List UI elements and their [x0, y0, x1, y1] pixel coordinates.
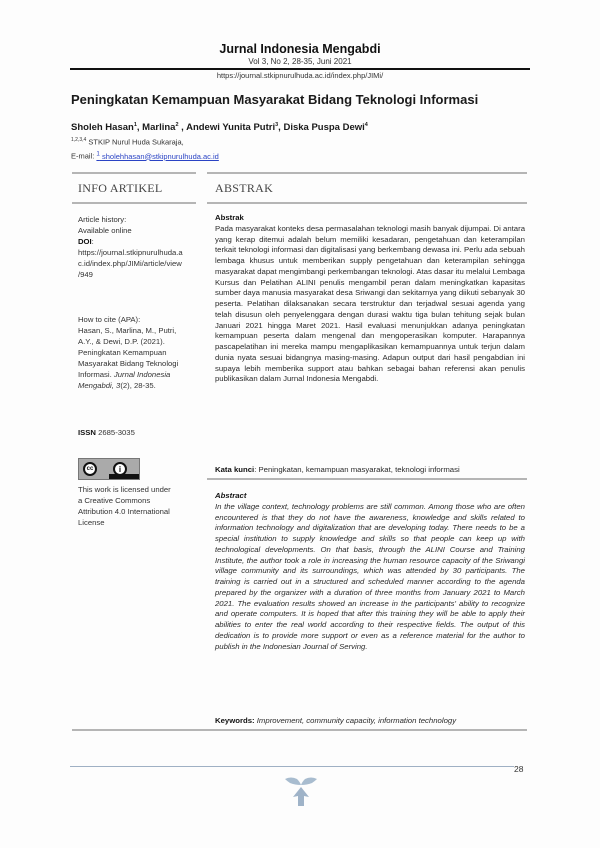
attribution-icon: i	[113, 462, 127, 476]
author-sup: 3	[275, 122, 279, 128]
affiliation-text: STKIP Nurul Huda Sukaraja,	[86, 137, 184, 147]
author: Andewi Yunita Putri	[186, 122, 276, 134]
cc-icon: cc	[83, 462, 97, 476]
abstrak-bottom-rule	[207, 202, 527, 204]
header-rule	[70, 68, 530, 70]
keywords: Keywords: Improvement, community capacity, information technology	[215, 716, 457, 725]
by-strip	[109, 474, 139, 479]
issn	[78, 427, 200, 438]
affiliation	[71, 137, 184, 147]
info-artikel-heading: INFO ARTIKEL	[78, 181, 163, 195]
cite-line: Masyarakat Bidang Teknologi	[78, 359, 179, 368]
article-history	[78, 214, 200, 280]
abstrak-top-rule	[207, 172, 527, 174]
author: Diska Puspa Dewi	[283, 122, 365, 134]
info-bottom-rule	[72, 202, 196, 204]
history-label: Article history:	[78, 215, 127, 224]
journal-volume: Vol 3, No 2, 28-35, Juni 2021	[248, 57, 352, 66]
issn-label: ISSN	[78, 428, 96, 437]
license-text: This work is licensed under a Creative Commons Attribution 4.0 International License	[78, 485, 171, 527]
separator: ,	[136, 122, 143, 134]
how-to-cite	[78, 314, 200, 391]
abstrak-heading: Abstrak	[215, 213, 244, 222]
cite-line: Mengabdi, 3(2), 28-35.	[78, 381, 156, 390]
abstract-bottom-rule	[72, 729, 527, 731]
abstract-heading: Abstract	[215, 491, 247, 500]
journal-title: Jurnal Indonesia Mengabdi	[219, 42, 381, 56]
cite-line: Peningkatan Kemampuan	[78, 348, 167, 357]
author-sup: 2	[175, 122, 179, 128]
cite-line: Hasan, S., Marlina, M., Putri,	[78, 326, 177, 335]
abstrak-block	[215, 213, 525, 385]
doi-label: DOI:	[78, 237, 94, 246]
abstrak-text: Pada masyarakat konteks desa permasalahan teknologi masih banyak dijumpai. Di antara yang kerap ditemui adalah belum memiliki kesadaran, pengetahuan dan keterampilan terkait teknologi informasi dan digitalisasi yang berkembang dewasa ini. Perlu ada sebuah lembaga khusus untuk memberikan supply pengetahuan dan keterampilan sehingga masyarakat dapat mengimbangi perkembangan teknologi. Atas dasar itu melalui Lembaga Kursus dan Pelatihan ALINI penulis mengambil peran dalam meningkatkan kapasitas sumber daya manusia masyarakat desa Sriwangi dan sekitarnya yang diikuti sebanyak 30 peserta. Pelatihan dilaksanakan secara terstruktur dan terjadwal sesuai agenda yang telah disusun oleh penyelenggara dengan durasi waktu tiga bulan tehitung sejak bulan Januari 2021 hingga Maret 2021. Hasil evaluasi menunjukkan adanya peningkatan kemampuan peserta dalam mengenal dan mengoperasikan komputer. Harapannya pascapelatihan ini mereka mampu mengaplikasikan kemampuannya untuk terjun dalam dunia nyata sesuai bidangnya masing-masing. Adapun output dari hasil pengabdian ini supaya lebih memberika support atau bahkan sebagai bahan referensi akan penulis publikasikan dalam Jurnal Indonesia Mengabdi.	[215, 223, 525, 384]
author-list	[71, 122, 368, 133]
author-sup: 4	[364, 122, 368, 128]
article-title: Peningkatan Kemampuan Masyarakat Bidang Teknologi Informasi	[71, 92, 479, 107]
bird-logo-icon	[283, 775, 319, 809]
author: Sholeh Hasan	[71, 122, 134, 134]
separator: ,	[178, 122, 187, 134]
cite-label: How to cite (APA):	[78, 315, 141, 324]
doi-link[interactable]: https://journal.stkipnurulhuda.a c.id/index.php/JIMi/article/view /949	[78, 248, 183, 279]
abstrak-section-heading: ABSTRAK	[215, 181, 274, 195]
author: Marlina	[142, 122, 176, 134]
info-top-rule	[72, 172, 196, 174]
cite-line: A.Y., & Dewi, D.P. (2021).	[78, 337, 165, 346]
history-value: Available online	[78, 226, 132, 235]
issn-value: 2685-3035	[95, 428, 135, 437]
kata-kunci: Kata kunci: Peningkatan, kemampuan masyarakat, teknologi informasi	[215, 465, 460, 474]
cc-by-license-badge[interactable]	[78, 458, 140, 480]
email-link[interactable]: $^1$ sholehhasan@stkipnurulhuda.ac.id	[96, 150, 219, 161]
keywords-rule	[207, 478, 527, 480]
author-sup: 1	[133, 122, 137, 128]
cite-line: Informasi. Jurnal Indonesia	[78, 370, 171, 379]
email-line	[71, 150, 219, 161]
abstract-text: In the village context, technology problems are still common. Among those who are often encountered is that they do not have the awareness, knowledge and skills related to information technology and digitalization that are developing today. There needs to be a special institution to supply knowledge and skills so that people can keep up with technological developments. On that basis, through the ALINI Course and Training Institute, the author took a role in increasing the human resource capacity of the Sriwangi village community and its surroundings, which was attended by 30 participants. The training is carried out in a structured and scheduled manner according to the agenda prepared by the organizer with a duration of three months from January 2021 to March 2021. The evaluation results showed an increase in the participants' ability to recognize and operate computers. It is hoped that after this training they will be able to apply their abilities to enter the real world according to their respective fields. The output of this dedication is to provide more support or even as a reference material for the author to publish in the Indonesian Journal of Serving.	[215, 501, 525, 651]
journal-url[interactable]: https://journal.stkipnurulhuda.ac.id/index.php/JIMi/	[216, 71, 384, 80]
footer-rule	[70, 766, 514, 767]
separator: ,	[278, 122, 284, 134]
email-label: E-mail:	[71, 151, 97, 161]
page-number: 28	[514, 764, 524, 774]
abstract-block	[215, 491, 525, 652]
affiliation-sup: 1,2,3,4	[71, 137, 87, 143]
